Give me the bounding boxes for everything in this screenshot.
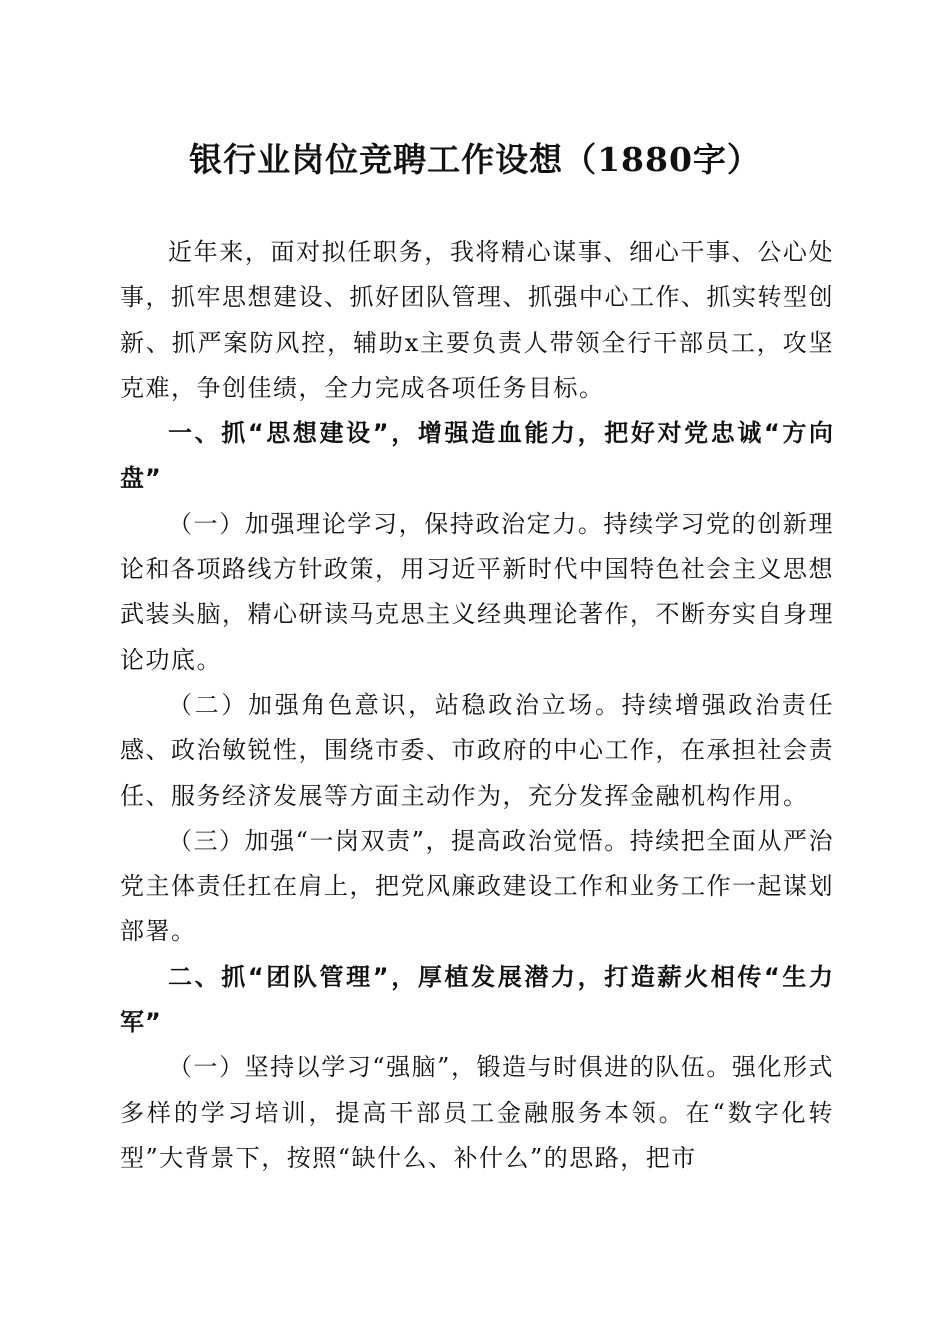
- section-1-point-1: （一）加强理论学习，保持政治定力。持续学习党的创新理论和各项路线方针政策，用习近平新时代中国特色社会主义思想武装头脑，精心研读马克思主义经典理论著作，不断夯实自身理论功底。: [120, 509, 834, 674]
- document-title: 银行业岗位竞聘工作设想（1880字）: [189, 140, 761, 179]
- document-body: [120, 230, 834, 1181]
- section-heading-1: 一、抓“思想建设”，增强造血能力，把好对党忠诚“方向盘”: [120, 419, 834, 493]
- section-1-point-2: （二）加强角色意识，站稳政治立场。持续增强政治责任感、政治敏锐性，围绕市委、市政府的中心工作，在承担社会责任、服务经济发展等方面主动作为，充分发挥金融机构作用。: [120, 690, 834, 810]
- section-1-point-3: （三）加强“一岗双责”，提高政治觉悟。持续把全面从严治党主体责任扛在肩上，把党风廉政建设工作和业务工作一起谋划部署。: [120, 826, 834, 946]
- section-heading-2: 二、抓“团队管理”，厚植发展潜力，打造薪火相传“生力军”: [120, 962, 834, 1037]
- intro-paragraph: 近年来，面对拟任职务，我将精心谋事、细心干事、公心处事，抓牢思想建设、抓好团队管理、抓强中心工作、抓实转型创新、抓严案防风控，辅助x主要负责人带领全行干部员工，攻坚克难，争创佳绩，全力完成各项任务目标。: [120, 238, 834, 402]
- section-2-point-1: （一）坚持以学习“强脑”，锻造与时俱进的队伍。强化形式多样的学习培训，提高干部员工金融服务本领。在“数字化转型”大背景下，按照“缺什么、补什么”的思路，把市: [120, 1053, 834, 1172]
